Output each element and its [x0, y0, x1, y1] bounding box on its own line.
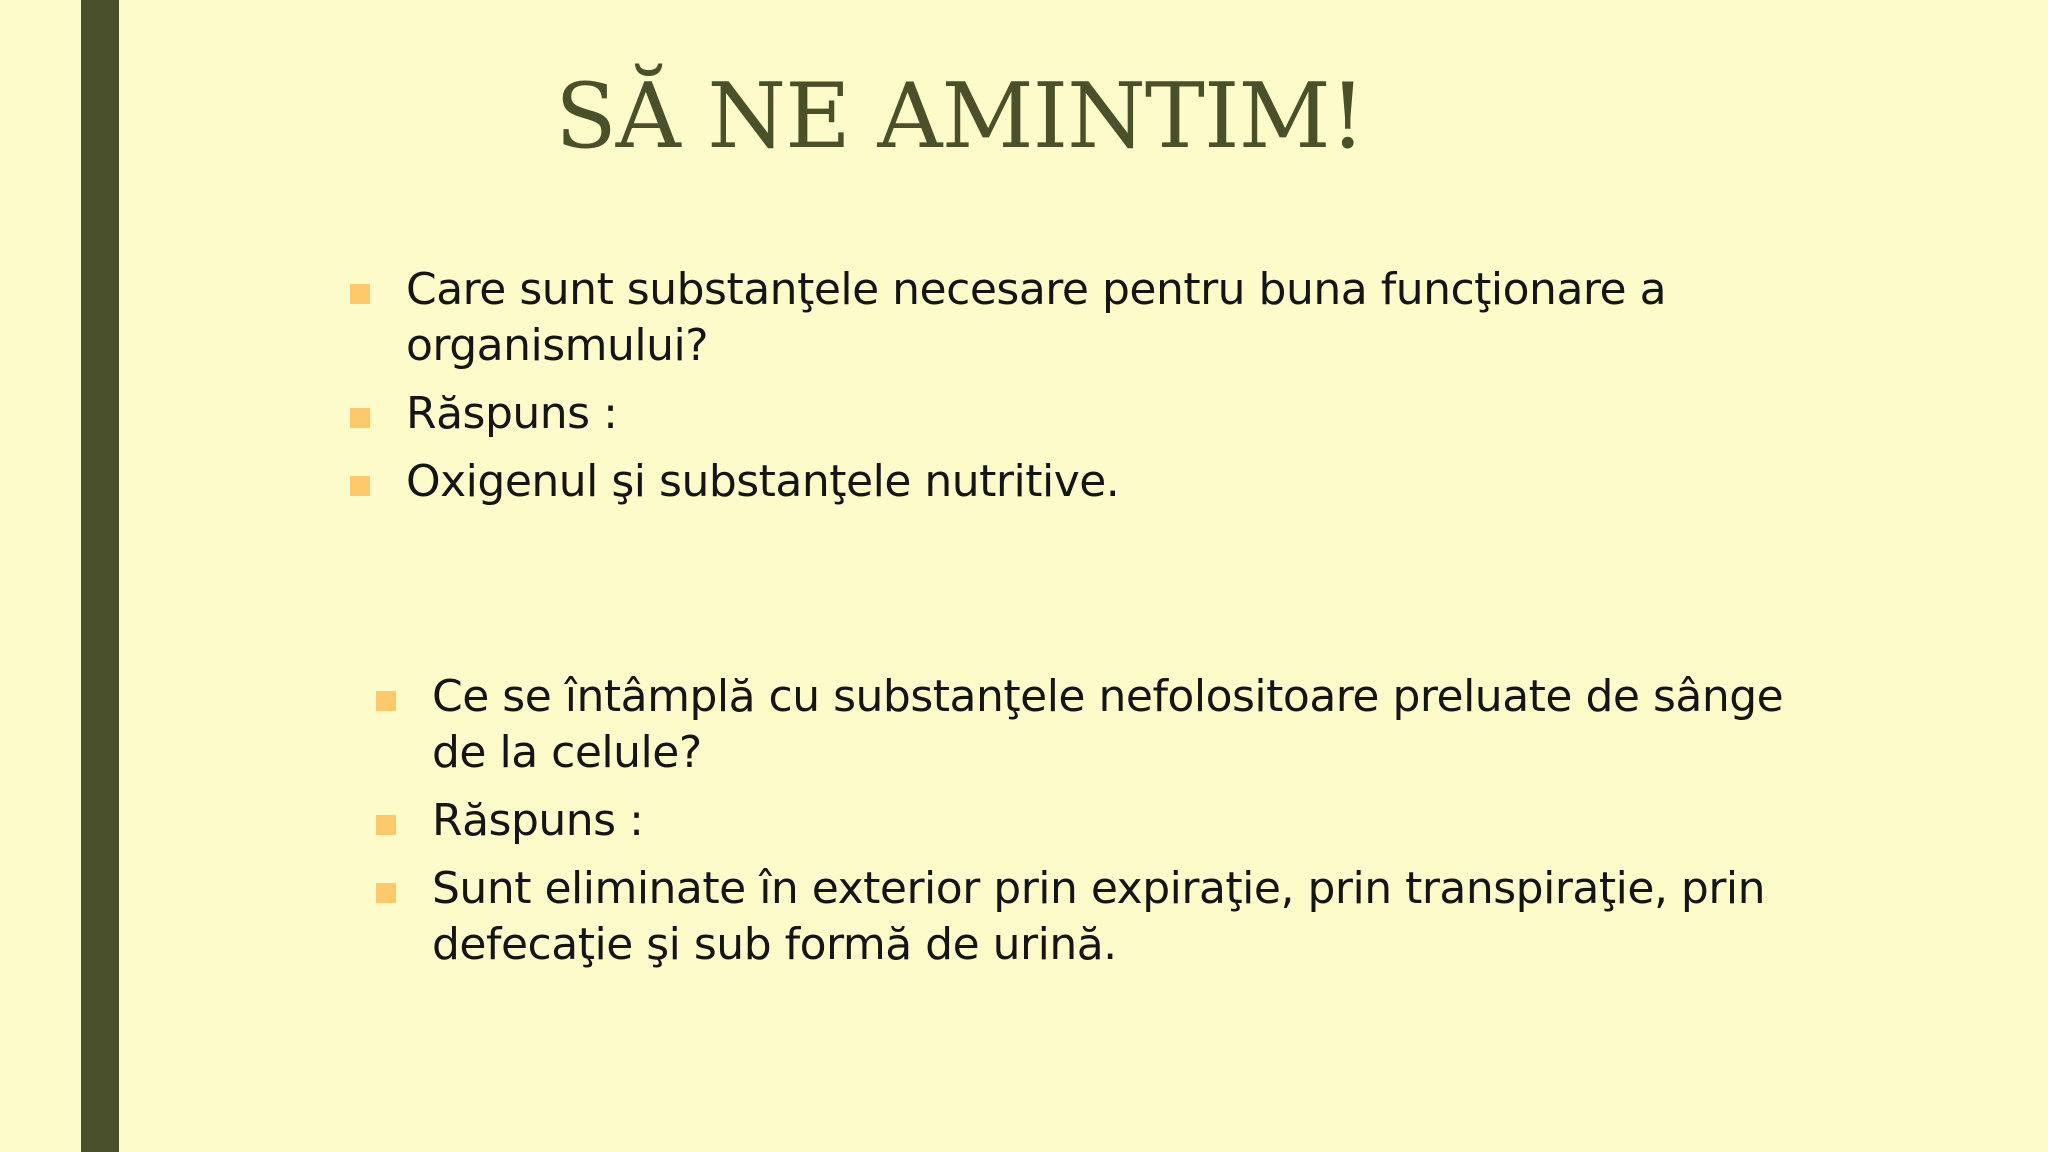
square-bullet-icon: [376, 883, 396, 903]
bullet-list-question-1: [350, 262, 1710, 522]
accent-bar: [81, 0, 119, 1152]
bullet-text: Răspuns :: [432, 795, 644, 846]
bullet-list-question-2: [376, 669, 1816, 985]
square-bullet-icon: [350, 408, 370, 428]
slide-title: SĂ NE AMINTIM!: [555, 64, 1365, 169]
bullet-item: [350, 262, 1710, 374]
bullet-item: [350, 454, 1710, 510]
square-bullet-icon: [376, 691, 396, 711]
square-bullet-icon: [350, 284, 370, 304]
bullet-text: Oxigenul şi substanţele nutritive.: [406, 456, 1120, 507]
bullet-text: Răspuns :: [406, 388, 618, 439]
bullet-text: Ce se întâmplă cu substanţele nefolositoare preluate de sânge de la celule?: [432, 671, 1784, 778]
square-bullet-icon: [350, 476, 370, 496]
bullet-text: Sunt eliminate în exterior prin expiraţie, prin transpiraţie, prin defecaţie şi sub formă de urină.: [432, 863, 1766, 970]
bullet-item: [376, 861, 1816, 973]
bullet-item: [376, 669, 1816, 781]
square-bullet-icon: [376, 815, 396, 835]
bullet-item: [350, 386, 1710, 442]
bullet-item: [376, 793, 1816, 849]
bullet-text: Care sunt substanţele necesare pentru buna funcţionare a organismului?: [406, 264, 1667, 371]
